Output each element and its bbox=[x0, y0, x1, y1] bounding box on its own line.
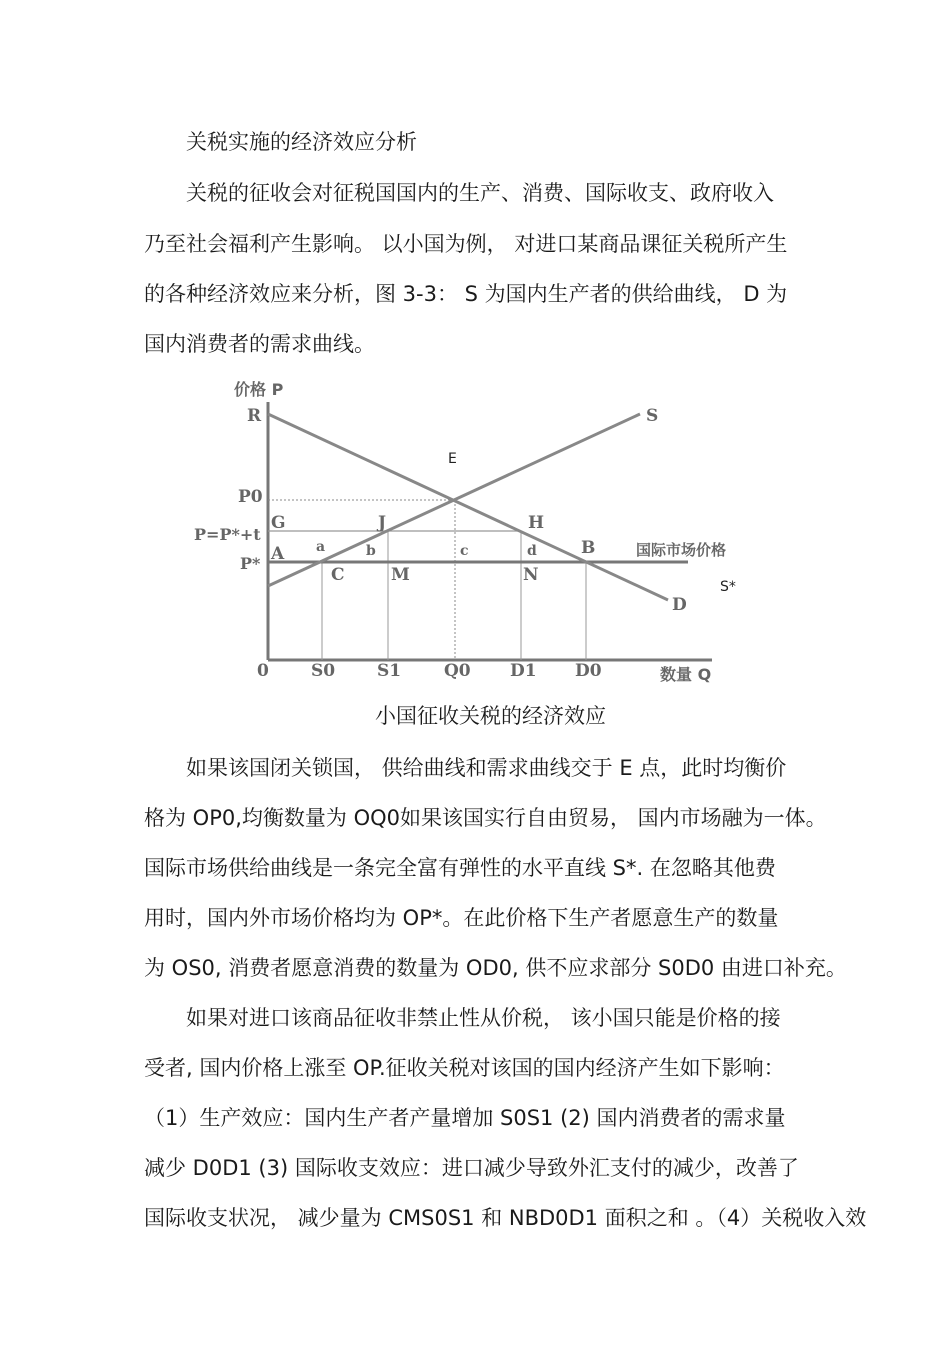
paragraph-line: 如果对进口该商品征收非禁止性从价税， 该小国只能是价格的接 bbox=[186, 1006, 781, 1030]
point-label-c: C bbox=[331, 565, 345, 585]
point-label-h: H bbox=[528, 513, 545, 533]
section-heading: 关税实施的经济效应分析 bbox=[186, 130, 417, 154]
point-label-j: J bbox=[378, 513, 387, 533]
tick-label-tariff-price: P=P*+t bbox=[194, 525, 261, 544]
paragraph-line: 国际收支状况， 减少量为 CMS0S1 和 NBD0D1 面积之和 。（4）关税收入效 bbox=[144, 1206, 867, 1230]
point-label-g: G bbox=[271, 513, 286, 533]
tick-label-r: R bbox=[247, 406, 262, 426]
tick-label-d0: D0 bbox=[575, 661, 602, 681]
tick-label-s0: S0 bbox=[311, 661, 336, 681]
x-axis-label: 数量 Q bbox=[660, 665, 712, 684]
demand-curve-label: D bbox=[672, 595, 687, 615]
area-label-a: a bbox=[316, 539, 326, 555]
point-label-e: E bbox=[448, 451, 457, 467]
paragraph-line: 关税的征收会对征税国国内的生产、消费、国际收支、政府收入 bbox=[186, 181, 774, 205]
paragraph-line: 乃至社会福利产生影响。 以小国为例， 对进口某商品课征关税所产生 bbox=[144, 232, 788, 256]
world-supply-label: S* bbox=[720, 579, 736, 595]
paragraph-line: 用时，国内外市场价格均为 OP*。在此价格下生产者愿意生产的数量 bbox=[144, 906, 779, 930]
point-label-a: A bbox=[271, 544, 285, 564]
world-price-label: 国际市场价格 bbox=[636, 541, 727, 559]
tick-label-s1: S1 bbox=[377, 661, 402, 681]
paragraph-line: （1）生产效应：国内生产者产量增加 S0S1 (2) 国内消费者的需求量 bbox=[144, 1106, 786, 1130]
tick-label-p0: P0 bbox=[238, 487, 263, 507]
demand-curve bbox=[268, 414, 668, 600]
tick-label-pstar: P* bbox=[240, 554, 261, 573]
paragraph-line: 为 OS0, 消费者愿意消费的数量为 OD0, 供不应求部分 S0D0 由进口补充。 bbox=[144, 956, 847, 980]
paragraph-line: 国际市场供给曲线是一条完全富有弹性的水平直线 S*. 在忽略其他费 bbox=[144, 856, 776, 880]
area-label-c: c bbox=[460, 543, 469, 559]
area-label-b: b bbox=[366, 543, 376, 559]
figure-caption: 小国征收关税的经济效应 bbox=[375, 704, 606, 728]
supply-curve-label: S bbox=[646, 406, 659, 426]
area-label-d: d bbox=[527, 543, 537, 559]
point-label-m: M bbox=[391, 565, 410, 585]
tick-label-q0: Q0 bbox=[444, 661, 471, 681]
paragraph-line: 受者, 国内价格上涨至 OP.征收关税对该国的国内经济产生如下影响： bbox=[144, 1056, 785, 1080]
point-label-n: N bbox=[523, 565, 539, 585]
origin-label: 0 bbox=[257, 661, 269, 681]
paragraph-line: 格为 OP0,均衡数量为 OQ0如果该国实行自由贸易， 国内市场融为一体。 bbox=[144, 806, 827, 830]
paragraph-line: 的各种经济效应来分析，图 3-3： S 为国内生产者的供给曲线， D 为 bbox=[144, 282, 788, 306]
paragraph-line: 国内消费者的需求曲线。 bbox=[144, 332, 375, 356]
paragraph-line: 如果该国闭关锁国， 供给曲线和需求曲线交于 E 点，此时均衡价 bbox=[186, 756, 787, 780]
point-label-b: B bbox=[581, 538, 596, 558]
y-axis-label: 价格 P bbox=[234, 380, 284, 399]
tick-label-d1: D1 bbox=[510, 661, 537, 681]
paragraph-line: 减少 D0D1 (3) 国际收支效应：进口减少导致外汇支付的减少，改善了 bbox=[144, 1156, 799, 1180]
